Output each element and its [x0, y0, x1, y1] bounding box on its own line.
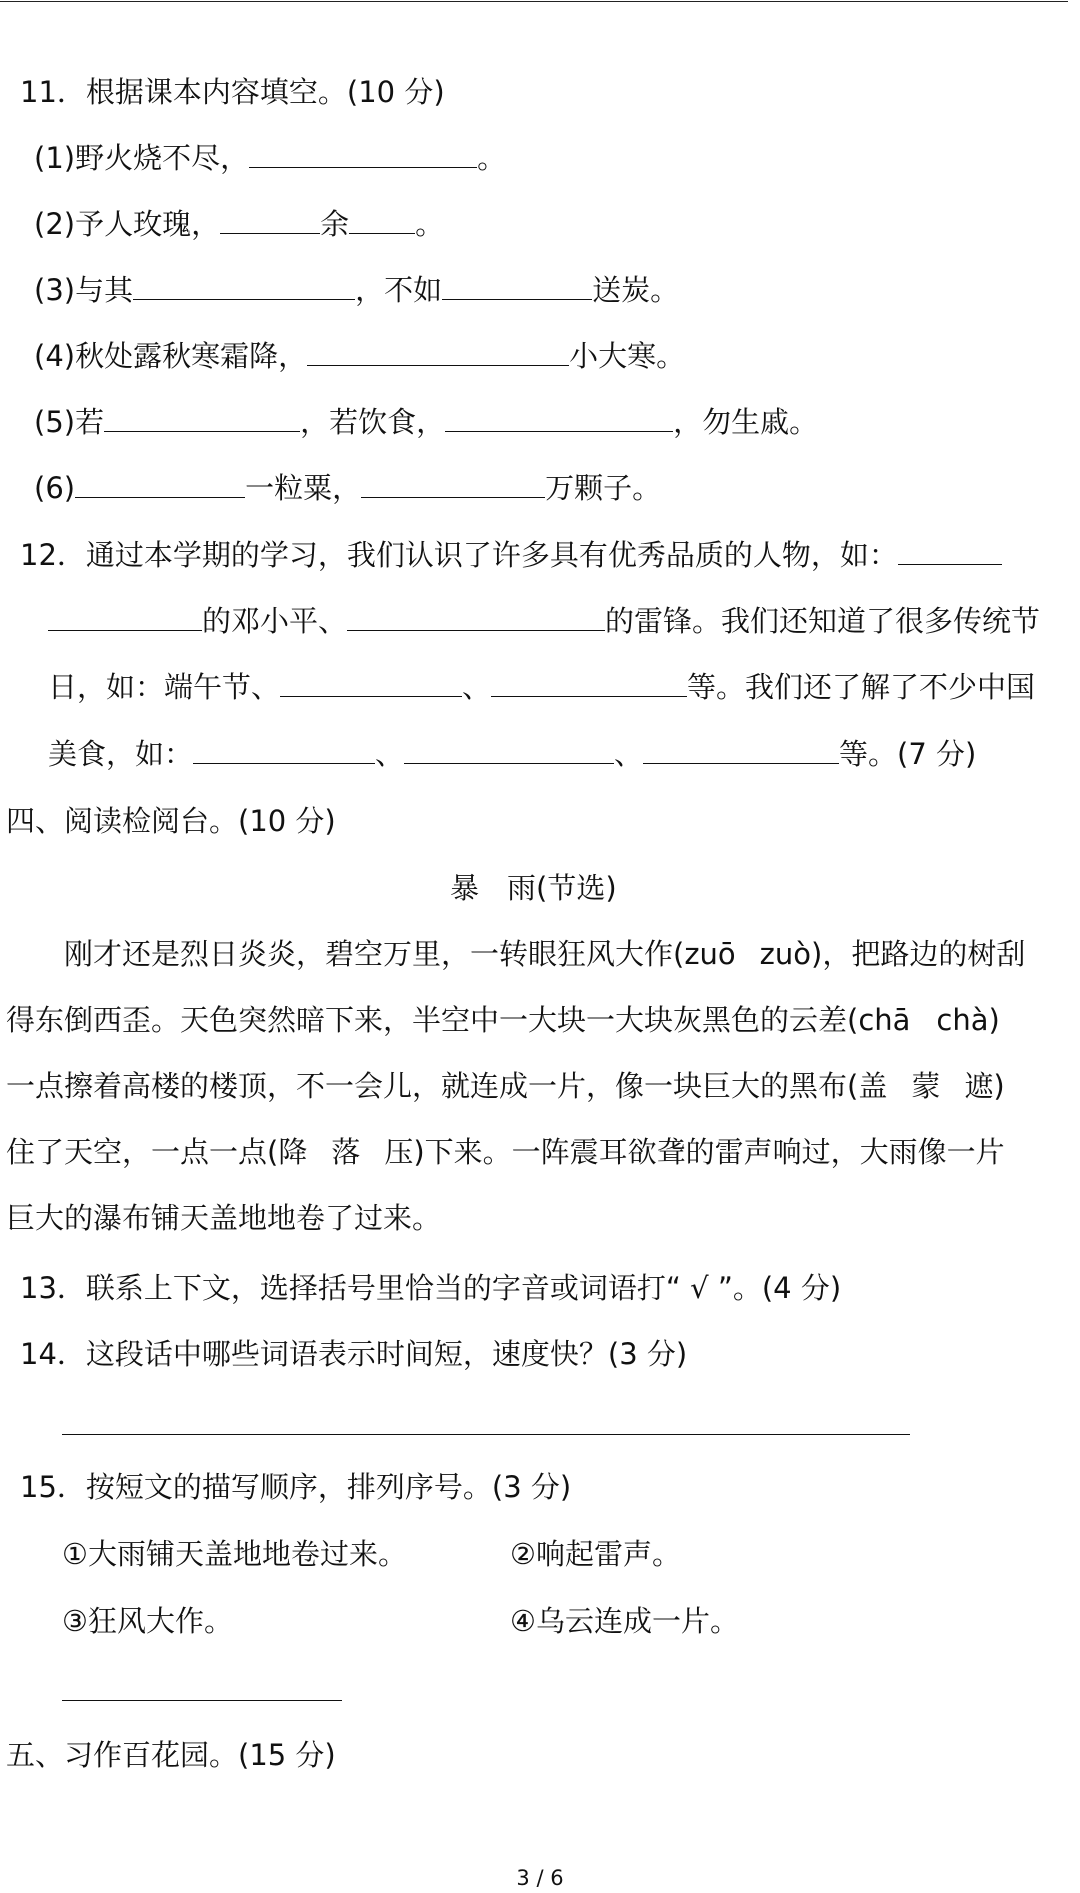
q15-option-4: ④乌云连成一片。 [510, 1604, 739, 1638]
q11-stem: 11．根据课本内容填空。(10 分) [20, 75, 445, 109]
page-number: 3 / 6 [516, 1866, 564, 1890]
answer-blank[interactable] [445, 405, 673, 432]
answer-blank[interactable] [193, 737, 375, 764]
q11-item-2-text: (2)予人玫瑰， [34, 207, 221, 241]
answer-blank[interactable] [48, 604, 202, 631]
q11-item-5-end: ，勿生戚。 [673, 405, 819, 439]
passage-title-a: 暴 [450, 871, 480, 905]
answer-blank[interactable] [220, 207, 320, 234]
passage-line-1-b: zuò)，把路边的树刮 [759, 937, 1026, 971]
answer-blank[interactable] [280, 670, 462, 697]
answer-blank[interactable] [404, 737, 614, 764]
answer-blank[interactable] [104, 405, 300, 432]
q12-line-4-b: 、 [375, 737, 405, 771]
answer-blank[interactable] [898, 538, 1002, 565]
q11-item-2-end: 。 [415, 207, 445, 241]
q12-line-2-b: 的雷锋。我们还知道了很多传统节 [605, 604, 1041, 638]
passage-line-1-a: 刚才还是烈日炎炎，碧空万里，一转眼狂风大作(zuō [64, 937, 736, 971]
answer-blank[interactable] [442, 273, 592, 300]
top-rule [0, 1, 1068, 2]
q12-stem: 12．通过本学期的学习，我们认识了许多具有优秀品质的人物，如： [20, 538, 898, 572]
q11-item-3 [34, 272, 679, 308]
q12-line-3-c: 等。我们还了解了不少中国 [687, 670, 1036, 704]
passage-line-1 [64, 936, 1025, 972]
passage-title-b: 雨(节选) [507, 871, 617, 905]
q12-line-4 [48, 736, 976, 772]
passage-line-4-b: 落 [331, 1135, 361, 1169]
answer-blank[interactable] [347, 604, 605, 631]
answer-blank[interactable] [249, 141, 477, 168]
q15-answer-line[interactable] [62, 1700, 342, 1701]
q15-stem: 15．按短文的描写顺序，排列序号。(3 分) [20, 1470, 572, 1504]
q12-line-4-a: 美食，如： [48, 737, 194, 771]
answer-blank[interactable] [361, 471, 545, 498]
passage-line-3-b: 蒙 [911, 1069, 941, 1103]
q11-item-2-mid: 余 [320, 207, 350, 241]
passage-line-2-a: 得东倒西歪。天色突然暗下来，半空中一大块一大块灰黑色的云差(chā [6, 1003, 911, 1037]
q11-item-4-text: (4)秋处露秋寒霜降， [34, 339, 308, 373]
passage-line-4 [6, 1134, 1005, 1170]
q11-item-5 [34, 404, 818, 440]
q12-line-1 [20, 537, 1002, 573]
passage-line-2-b: chà) [936, 1003, 1000, 1037]
q12-line-3 [48, 669, 1035, 705]
passage-line-3-c: 遮) [964, 1069, 1005, 1103]
q11-item-6-end: 万颗子。 [545, 471, 662, 505]
q11-item-5-mid: ，若饮食， [300, 405, 446, 439]
passage-line-3-a: 一点擦着高楼的楼顶，不一会儿，就连成一片，像一块巨大的黑布(盖 [6, 1069, 888, 1103]
q11-item-6 [34, 470, 661, 506]
q12-line-4-c: 、 [614, 737, 644, 771]
q12-line-4-d: 等。(7 分) [839, 737, 977, 771]
passage-line-3 [6, 1068, 1005, 1104]
answer-blank[interactable] [349, 207, 415, 234]
passage-line-5: 巨大的瀑布铺天盖地地卷了过来。 [6, 1201, 442, 1235]
answer-blank[interactable] [307, 339, 569, 366]
q15-option-1: ①大雨铺天盖地地卷过来。 [62, 1537, 407, 1571]
answer-blank[interactable] [133, 273, 355, 300]
answer-blank[interactable] [643, 737, 839, 764]
q11-item-6-text: (6) [34, 471, 76, 505]
q12-line-3-b: 、 [462, 670, 492, 704]
q12-line-3-a: 日，如：端午节、 [48, 670, 281, 704]
q11-item-3-mid: ，不如 [355, 273, 443, 307]
section-4-title: 四、阅读检阅台。(10 分) [6, 804, 336, 838]
answer-blank[interactable] [491, 670, 687, 697]
q11-item-3-text: (3)与其 [34, 273, 134, 307]
q11-item-3-end: 送炭。 [592, 273, 680, 307]
passage-title [450, 870, 617, 906]
q11-item-1-text: (1)野火烧不尽， [34, 141, 250, 175]
passage-line-2 [6, 1002, 1000, 1038]
q11-item-6-mid: 一粒粟， [245, 471, 362, 505]
q15-option-3: ③狂风大作。 [62, 1604, 233, 1638]
q11-item-4-end: 小大寒。 [569, 339, 686, 373]
q14-answer-line[interactable] [62, 1434, 910, 1435]
q11-item-2 [34, 206, 444, 242]
q13-stem: 13．联系上下文，选择括号里恰当的字音或词语打“ √ ”。(4 分) [20, 1271, 842, 1305]
q11-item-1 [34, 140, 506, 176]
q11-item-5-text: (5)若 [34, 405, 105, 439]
q12-line-2 [48, 603, 1040, 639]
q11-item-1-end: 。 [477, 141, 507, 175]
passage-line-4-c: 压)下来。一阵震耳欲聋的雷声响过，大雨像一片 [384, 1135, 1005, 1169]
section-5-title: 五、习作百花园。(15 分) [6, 1738, 336, 1772]
answer-blank[interactable] [75, 471, 245, 498]
passage-line-4-a: 住了天空，一点一点(降 [6, 1135, 308, 1169]
q12-line-2-a: 的邓小平、 [202, 604, 348, 638]
q11-item-4 [34, 338, 685, 374]
q14-stem: 14．这段话中哪些词语表示时间短，速度快？(3 分) [20, 1337, 688, 1371]
q15-option-2: ②响起雷声。 [510, 1537, 681, 1571]
